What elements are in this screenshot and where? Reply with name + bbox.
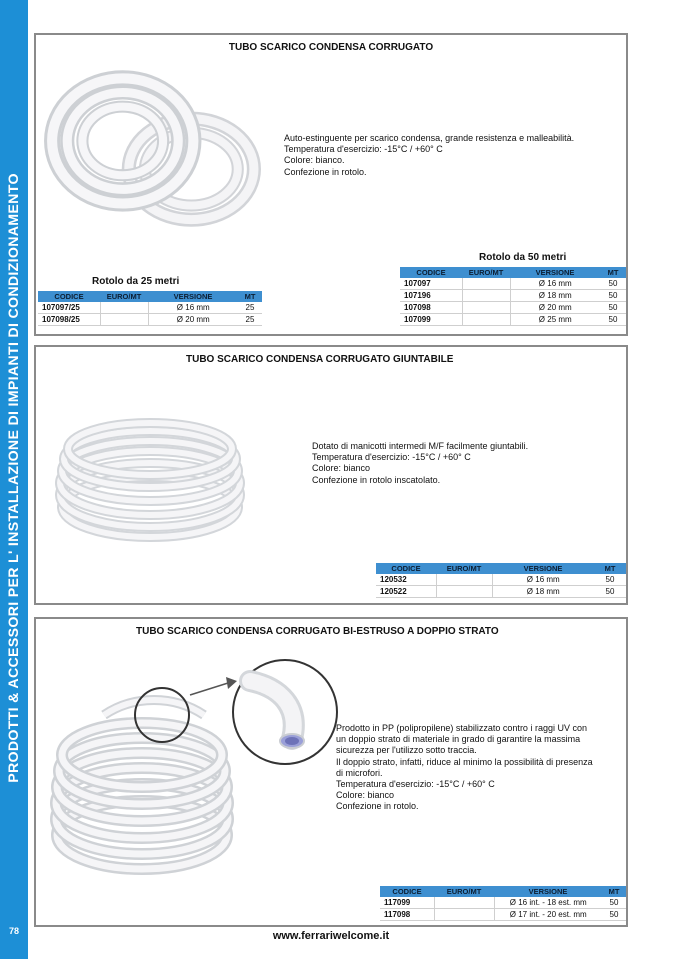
section-title: TUBO SCARICO CONDENSA CORRUGATO BI-ESTRUSO A DOPPIO STRATO (136, 626, 499, 637)
table-row: 107097 Ø 16 mm 50 (400, 278, 626, 290)
table-row: 117098 Ø 17 int. - 20 est. mm 50 (380, 909, 626, 921)
col-header-codice: CODICE (38, 291, 100, 302)
product-table-50m: CODICE EURO/MT VERSIONE MT 107097 Ø 16 mm 50 107196 Ø 18 mm 50 107098 Ø 20 mm 50 107099 Ø 25 mm 50 (400, 267, 626, 326)
col-header-euro: EURO/MT (100, 291, 148, 302)
table-caption-25m: Rotolo da 25 metri (92, 276, 180, 287)
table-row: 107099 Ø 25 mm 50 (400, 314, 626, 326)
table-row: 107196 Ø 18 mm 50 (400, 290, 626, 302)
product-table-25m (38, 291, 262, 326)
coiled-pipe-image (50, 407, 250, 547)
table-row: 107098/25 Ø 20 mm 25 (38, 314, 262, 326)
table-row: 107098 Ø 20 mm 50 (400, 302, 626, 314)
product-table: CODICE EURO/MT VERSIONE MT 120532 Ø 16 mm 50 120522 Ø 18 mm 50 (376, 563, 626, 598)
product-section-corrugato (34, 33, 628, 336)
section-title: TUBO SCARICO CONDENSA CORRUGATO (228, 42, 434, 53)
sidebar-title: PRODOTTI & ACCESSORI PER L' INSTALLAZIONE DI IMPIANTI DI CONDIZIONAMENTO (6, 173, 22, 783)
product-section-giuntabile (34, 345, 628, 605)
product-description: Dotato di manicotti intermedi M/F facilmente giuntabili. Temperatura d'esercizio: -15°C / +60° C Colore: bianco Confezione in rotolo inscatolato. (312, 441, 529, 485)
product-description: Prodotto in PP (polipropilene) stabilizzato contro i raggi UV con un doppio strato di materiale in grado di garantire la massima sicurezza per l'utilizzo sotto traccia. Il doppio strato, infatti, riduce al minimo la possibilità di presenza di microfori. Temperatura d'esercizio: -15°C / +60° C Colore: bianco Confezione in rotolo. (336, 723, 593, 812)
section-title: TUBO SCARICO CONDENSA CORRUGATO GIUNTABILE (186, 354, 454, 365)
col-header-mt: MT (238, 291, 262, 302)
col-header-versione: VERSIONE (148, 291, 238, 302)
magnifier-circle (132, 685, 192, 745)
table-row: 120522 Ø 18 mm 50 (376, 586, 626, 598)
page-number: 78 (8, 926, 19, 936)
product-table: CODICE EURO/MT VERSIONE MT 117099 Ø 16 int. - 18 est. mm 50 117098 Ø 17 int. - 20 est. mm 50 (380, 886, 626, 921)
table-caption-50m: Rotolo da 50 metri (479, 252, 567, 263)
table-row: 107097/25 Ø 16 mm 25 (38, 302, 262, 314)
product-description: Auto-estinguente per scarico condensa, grande resistenza e malleabilità. Temperatura d'esercizio: -15°C / +60° C Colore: bianco. Confezione in rotolo. (284, 133, 575, 177)
footer-website[interactable]: www.ferrariwelcome.it (272, 930, 390, 942)
table-row: 120532 Ø 16 mm 50 (376, 574, 626, 586)
table-row: 117099 Ø 16 int. - 18 est. mm 50 (380, 897, 626, 909)
product-section-bi-estruso (34, 617, 628, 927)
coiled-pipe-image (40, 57, 262, 241)
pipe-detail-image (230, 657, 340, 767)
